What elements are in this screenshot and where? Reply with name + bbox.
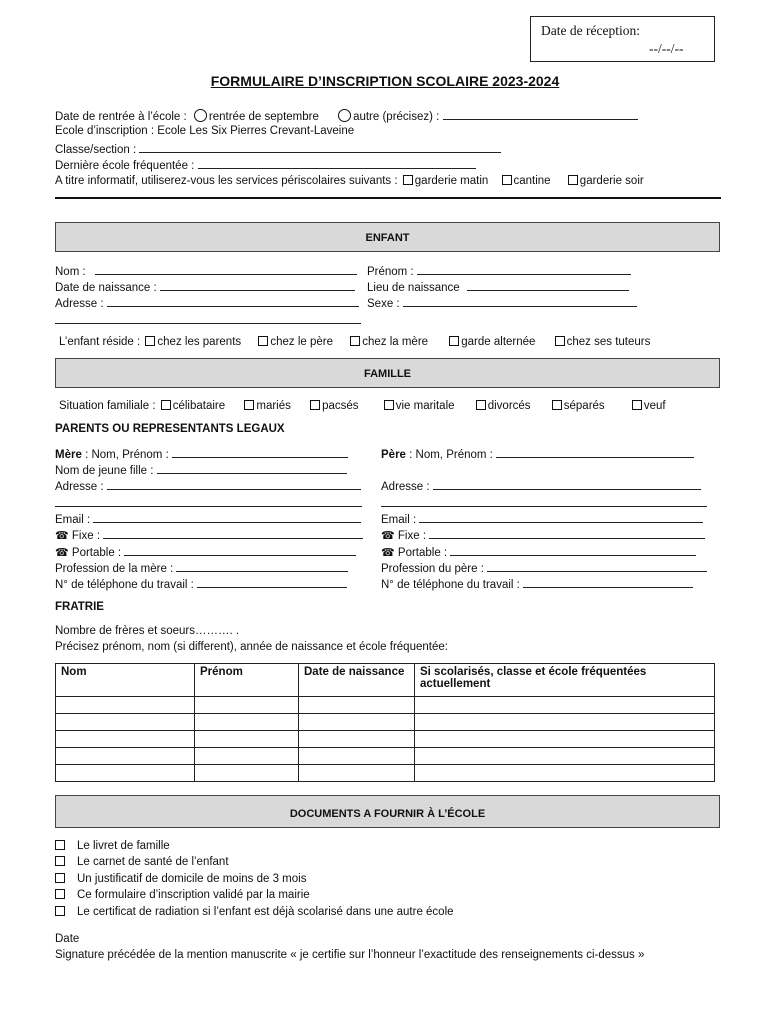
document-label: Le livret de famille [77,840,170,852]
table-cell[interactable] [56,731,195,748]
col-prenom: Prénom [195,664,299,697]
pere-profession-row [381,561,707,574]
phone-icon: ☎ [381,547,395,559]
documents-list [55,840,454,922]
reside-row [59,336,650,349]
checkbox-garderie-soir[interactable] [568,175,578,185]
mere-nom-label: : Nom, Prénom : [85,449,169,461]
pere-portable-row [381,545,696,558]
pere-adresse-line2[interactable] [381,506,707,507]
col-nom: Nom [56,664,195,697]
document-checkbox[interactable] [55,889,65,899]
reside-option-label: chez le père [270,336,334,348]
jeune-fille-label: Nom de jeune fille : [55,465,154,477]
parents-title: PARENTS OU REPRESENTANTS LEGAUX [55,423,285,435]
document-label: Ce formulaire d’inscription validé par la mairie [77,889,310,902]
fratrie-nombre: Nombre de frères et soeurs………. . [55,625,240,637]
table-row [56,714,715,731]
reside-option-label: chez ses tuteurs [566,336,651,348]
periscolaire-label: A titre informatif, utiliserez-vous les services périscolaires suivants : [55,175,398,187]
mere-portable-row [55,545,356,558]
table-cell[interactable] [195,731,299,748]
pere-portable-label: Portable : [397,547,448,559]
derniere-label: Dernière école fréquentée : [55,160,195,172]
enfant-sexe-row [367,296,637,309]
peri-option-label: garderie matin [414,175,489,187]
radio-septembre[interactable] [194,109,207,122]
table-cell[interactable] [415,714,715,731]
checkbox-chez-mere[interactable] [350,336,360,346]
pere-nom-label: : Nom, Prénom : [409,449,493,461]
table-cell[interactable] [195,765,299,782]
reside-option-label: chez la mère [362,336,429,348]
list-item [55,906,454,922]
mere-portable-label: Portable : [71,547,122,559]
table-cell[interactable] [195,748,299,765]
phone-icon: ☎ [55,530,69,542]
phone-icon: ☎ [381,530,395,542]
table-row [56,731,715,748]
reception-date-box[interactable] [530,16,715,62]
document-label: Le certificat de radiation si l’enfant est déjà scolarisé dans une autre école [77,905,454,918]
ecole-inscription: Ecole d’inscription : Ecole Les Six Pierres Crevant-Laveine [55,125,355,137]
jeune-fille-field[interactable] [157,463,347,474]
fratrie-precisez: Précisez prénom, nom (si different), année de naissance et école fréquentée: [55,641,448,653]
section-divider [55,197,721,199]
mere-email-field[interactable] [93,512,361,523]
enfant-prenom-row [367,264,631,277]
mere-fixe-row [55,528,363,541]
enfant-lieu-field[interactable] [467,280,629,291]
list-item [55,840,454,856]
pere-travail-row [381,577,693,590]
table-cell[interactable] [56,697,195,714]
checkbox-separes[interactable] [552,400,562,410]
enfant-lieu-row [367,280,629,293]
section-header-enfant: ENFANT [55,222,720,252]
document-checkbox[interactable] [55,906,65,916]
mere-portable-field[interactable] [124,545,356,556]
enfant-adresse-line2[interactable] [55,323,361,324]
rentree-label: Date de rentrée à l’école : [55,111,187,123]
enfant-prenom-field[interactable] [417,264,631,275]
enfant-naissance-row [55,280,355,293]
classe-field[interactable] [139,142,501,153]
pere-email-row [381,512,703,525]
pere-profession-label: Profession du père : [381,563,484,575]
checkbox-divorces[interactable] [476,400,486,410]
enfant-nom-label: Nom : [55,266,86,278]
situation-label: Situation familiale : [59,400,156,412]
enfant-adresse-label: Adresse : [55,298,104,310]
pere-portable-field[interactable] [450,545,696,556]
table-cell[interactable] [56,714,195,731]
table-cell[interactable] [299,731,415,748]
checkbox-chez-parents[interactable] [145,336,155,346]
situation-option-label: divorcés [487,400,531,412]
checkbox-garderie-matin[interactable] [403,175,413,185]
table-row [56,748,715,765]
enfant-nom-row [55,264,357,277]
page-title: FORMULAIRE D’INSCRIPTION SCOLAIRE 2023-2024 [210,73,560,89]
radio-septembre-label: rentrée de septembre [208,111,319,123]
phone-icon: ☎ [55,547,69,559]
radio-autre[interactable] [338,109,351,122]
mere-travail-label: N° de téléphone du travail : [55,579,194,591]
situation-row [59,400,666,413]
table-cell[interactable] [195,714,299,731]
checkbox-chez-pere[interactable] [258,336,268,346]
section-header-documents: DOCUMENTS A FOURNIR À L’ÉCOLE [55,795,720,828]
col-scolarise: Si scolarisés, classe et école fréquentées actuellement [415,664,715,697]
reside-label: L’enfant réside : [59,336,141,348]
pere-nom-row [381,447,694,460]
radio-autre-label: autre (précisez) : [353,111,440,123]
table-cell[interactable] [415,697,715,714]
table-cell[interactable] [299,765,415,782]
table-cell[interactable] [56,748,195,765]
mere-profession-label: Profession de la mère : [55,563,174,575]
pere-adresse-label: Adresse : [381,481,430,493]
pere-email-field[interactable] [419,512,703,523]
situation-option-label: pacsés [322,400,359,412]
pere-adresse-field[interactable] [433,479,701,490]
reside-option-label: chez les parents [157,336,242,348]
checkbox-garde-alternee[interactable] [449,336,459,346]
fratrie-table [55,663,715,782]
mere-nom-row [55,447,348,460]
enfant-prenom-label: Prénom : [367,266,414,278]
checkbox-celibataire[interactable] [161,400,171,410]
enfant-sexe-label: Sexe : [367,298,400,310]
mere-fixe-label: Fixe : [71,530,101,542]
situation-option-label: séparés [563,400,605,412]
reside-option-label: garde alternée [461,336,536,348]
document-checkbox[interactable] [55,840,65,850]
fratrie-title: FRATRIE [55,601,104,613]
enfant-naissance-field[interactable] [160,280,355,291]
footer-date: Date [55,933,80,945]
mere-nom-field[interactable] [172,447,348,458]
mere-fixe-field[interactable] [103,528,363,539]
document-checkbox[interactable] [55,873,65,883]
enfant-adresse-field[interactable] [107,296,359,307]
reception-date-label: Date de réception: [541,23,640,38]
pere-travail-field[interactable] [523,577,693,588]
checkbox-vie-maritale[interactable] [384,400,394,410]
mere-email-label: Email : [55,514,91,526]
table-cell[interactable] [415,731,715,748]
classe-label: Classe/section : [55,144,137,156]
table-header-row [56,664,715,697]
derniere-field[interactable] [198,158,476,169]
table-cell[interactable] [415,765,715,782]
checkbox-pacses[interactable] [310,400,320,410]
table-cell[interactable] [299,714,415,731]
table-cell[interactable] [56,765,195,782]
checkbox-veuf[interactable] [632,400,642,410]
table-cell[interactable] [299,697,415,714]
peri-option-label: cantine [513,175,551,187]
mere-travail-field[interactable] [197,577,347,588]
jeune-fille-row [55,463,347,476]
pere-travail-label: N° de téléphone du travail : [381,579,520,591]
enfant-adresse-row [55,296,359,309]
mere-adresse-row [55,479,361,492]
table-cell[interactable] [299,748,415,765]
list-item [55,873,454,889]
document-label: Le carnet de santé de l’enfant [77,856,229,869]
periscolaire-row [55,175,644,188]
table-cell[interactable] [415,748,715,765]
list-item [55,856,454,872]
pere-fixe-row [381,528,705,541]
situation-option-label: célibataire [172,400,226,412]
enfant-lieu-label: Lieu de naissance [367,282,460,294]
pere-profession-field[interactable] [487,561,707,572]
enfant-nom-field[interactable] [95,264,357,275]
mere-profession-row [55,561,348,574]
table-row [56,765,715,782]
classe-row [55,142,501,155]
mere-adresse-field[interactable] [107,479,361,490]
pere-nom-field[interactable] [496,447,694,458]
peri-option-label: garderie soir [579,175,644,187]
situation-option-label: veuf [643,400,666,412]
mere-adresse-line2[interactable] [55,506,362,507]
checkbox-maries[interactable] [244,400,254,410]
pere-fixe-label: Fixe : [397,530,427,542]
derniere-row [55,158,476,171]
mere-adresse-label: Adresse : [55,481,104,493]
mere-email-row [55,512,361,525]
section-header-famille: FAMILLE [55,358,720,388]
enfant-sexe-field[interactable] [403,296,637,307]
situation-option-label: mariés [256,400,291,412]
table-row [56,697,715,714]
mere-label: Mère [55,449,82,461]
table-cell[interactable] [195,697,299,714]
checkbox-cantine[interactable] [502,175,512,185]
document-checkbox[interactable] [55,856,65,866]
mere-travail-row [55,577,347,590]
situation-option-label: vie maritale [395,400,455,412]
list-item [55,889,454,905]
pere-adresse-row [381,479,701,492]
document-label: Un justificatif de domicile de moins de 3 mois [77,872,307,885]
pere-label: Père [381,449,406,461]
pere-email-label: Email : [381,514,417,526]
rentree-row [55,109,638,122]
footer-signature: Signature précédée de la mention manuscrite « je certifie sur l’honneur l’exactitude des renseignements ci-dessus » [55,949,645,961]
pere-fixe-field[interactable] [429,528,705,539]
autre-field[interactable] [443,109,638,120]
col-naissance: Date de naissance [299,664,415,697]
checkbox-chez-tuteurs[interactable] [555,336,565,346]
mere-profession-field[interactable] [176,561,348,572]
reception-date-value: --/--/-- [649,41,684,56]
enfant-naissance-label: Date de naissance : [55,282,157,294]
